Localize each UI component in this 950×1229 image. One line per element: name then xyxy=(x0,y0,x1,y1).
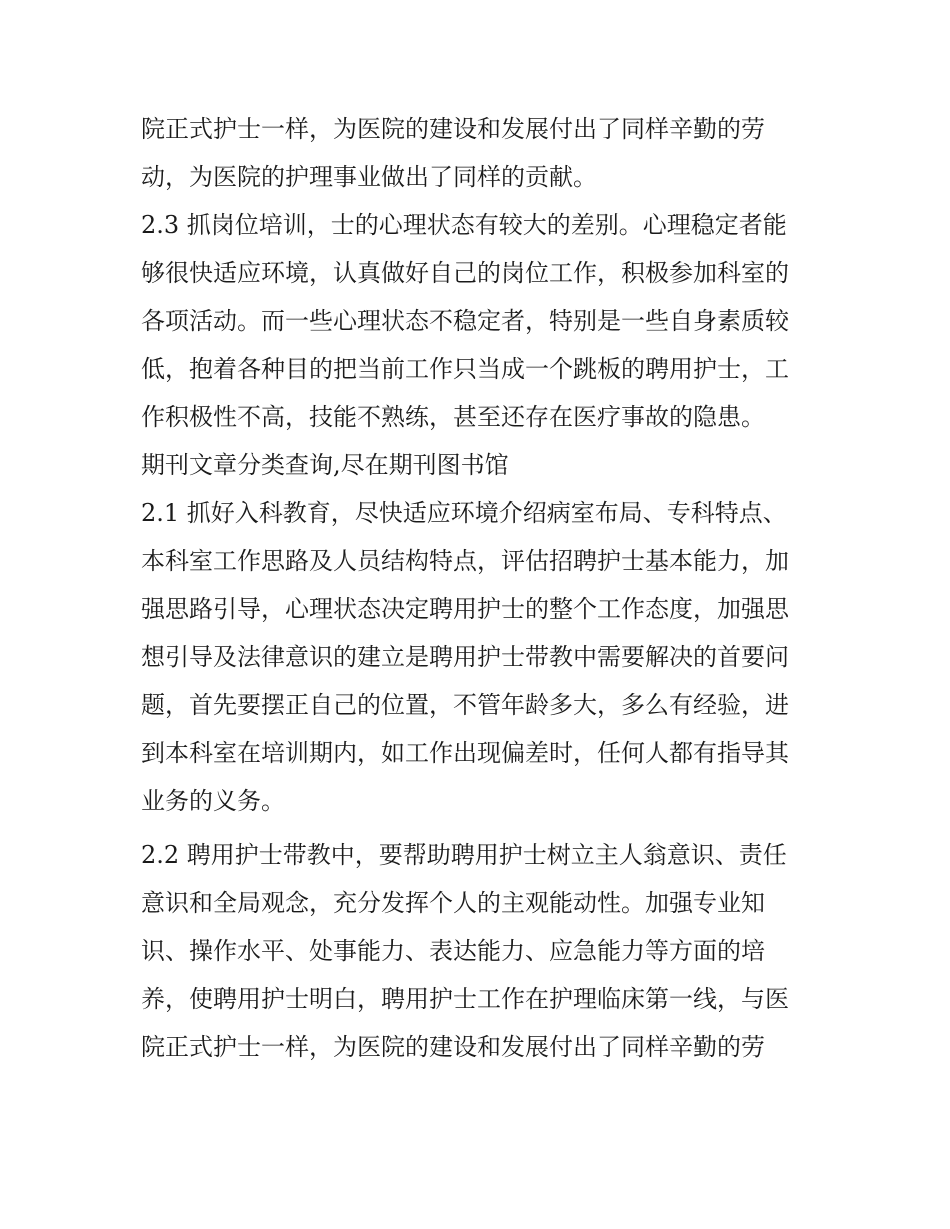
text-line: 意识和全局观念，充分发挥个人的主观能动性。加强专业知 xyxy=(141,889,765,917)
text-line: 2.2 聘用护士带教中，要帮助聘用护士树立主人翁意识、责任 xyxy=(141,841,787,869)
text-line: 够很快适应环境，认真做好自己的岗位工作，积极参加科室的 xyxy=(141,259,789,287)
text-line: 院正式护士一样，为医院的建设和发展付出了同样辛勤的劳 xyxy=(141,1033,765,1061)
text-line: 养，使聘用护士明白，聘用护士工作在护理临床第一线，与医 xyxy=(141,985,789,1013)
text-line: 识、操作水平、处事能力、表达能力、应急能力等方面的培 xyxy=(141,937,765,965)
text-line: 强思路引导，心理状态决定聘用护士的整个工作态度，加强思 xyxy=(141,595,789,623)
text-line: 期刊文章分类查询,尽在期刊图书馆 xyxy=(141,451,509,479)
text-line: 本科室工作思路及人员结构特点，评估招聘护士基本能力，加 xyxy=(141,547,789,575)
text-line: 作积极性不高，技能不熟练，甚至还存在医疗事故的隐患。 xyxy=(141,403,765,431)
text-line: 到本科室在培训期内，如工作出现偏差时，任何人都有指导其 xyxy=(141,739,789,767)
text-line: 动，为医院的护理事业做出了同样的贡献。 xyxy=(141,163,597,191)
text-line: 2.1 抓好入科教育，尽快适应环境介绍病室布局、专科特点、 xyxy=(141,499,787,527)
text-line: 院正式护士一样，为医院的建设和发展付出了同样辛勤的劳 xyxy=(141,115,765,143)
text-line: 业务的义务。 xyxy=(141,787,285,815)
text-line: 题，首先要摆正自己的位置，不管年龄多大，多么有经验，进 xyxy=(141,691,789,719)
text-line: 2.3 抓岗位培训，士的心理状态有较大的差别。心理稳定者能 xyxy=(141,211,787,239)
text-line: 低，抱着各种目的把当前工作只当成一个跳板的聘用护士，工 xyxy=(141,355,789,383)
body-text xyxy=(141,105,821,1071)
text-line: 各项活动。而一些心理状态不稳定者，特别是一些自身素质较 xyxy=(141,307,789,335)
text-line: 想引导及法律意识的建立是聘用护士带教中需要解决的首要问 xyxy=(141,643,789,671)
